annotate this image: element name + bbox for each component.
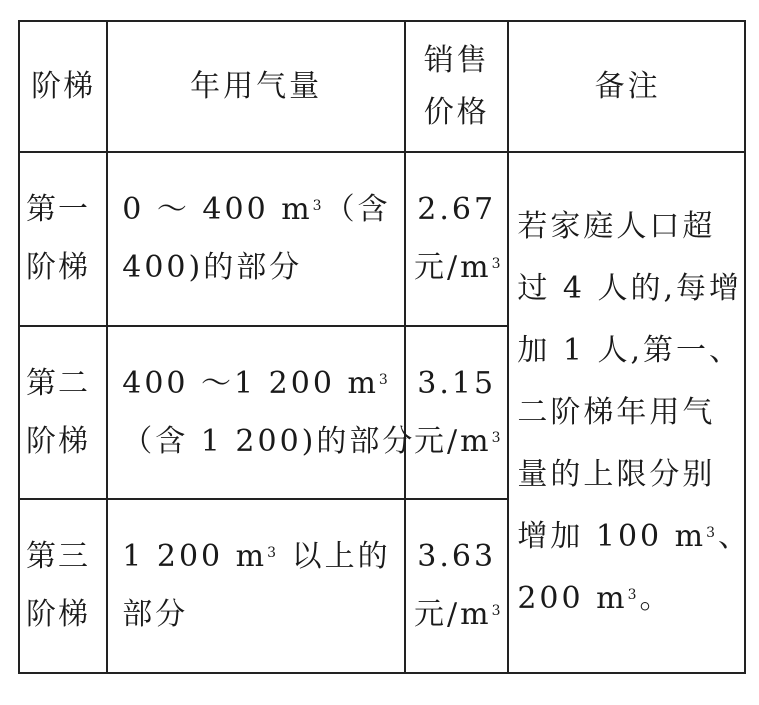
- superscript: 3: [491, 256, 504, 272]
- superscript: 3: [312, 198, 325, 214]
- usage-text: 0 ～ 400 m: [122, 192, 313, 227]
- superscript: 3: [706, 524, 719, 541]
- price-cell: [405, 499, 508, 673]
- note-text: 增加 100 m: [517, 518, 707, 554]
- usage-line2: 部分: [122, 597, 189, 632]
- note-line7: [517, 568, 738, 630]
- price-value: 3.63: [417, 539, 497, 574]
- tier-line2: 阶梯: [26, 250, 90, 285]
- usage-text: 1 200 m: [122, 539, 268, 574]
- header-tier-cell: [19, 21, 107, 152]
- usage-line2: 400)的部分: [122, 250, 303, 285]
- note-text: 、: [718, 518, 752, 554]
- header-price-cell: [405, 21, 508, 152]
- gas-price-table: [18, 20, 752, 674]
- superscript: 3: [627, 586, 640, 603]
- tier-line2: 阶梯: [26, 423, 90, 459]
- note-text: 。: [639, 580, 673, 616]
- price-unit: [414, 239, 504, 297]
- price-unit: [414, 586, 504, 644]
- usage-cell: [107, 326, 416, 499]
- header-note: 备注: [594, 68, 661, 104]
- superscript: 3: [378, 371, 391, 388]
- header-usage: 年用气量: [190, 68, 323, 104]
- price-unit: [414, 413, 504, 471]
- price-unit-text: 元/m: [414, 250, 492, 285]
- tier-line1: 第二: [26, 365, 90, 401]
- usage-text: 以上的: [279, 539, 391, 574]
- header-row: [19, 21, 745, 152]
- usage-line1: [122, 181, 390, 239]
- note-line3: 加 1 人,第一、: [517, 332, 743, 368]
- superscript: 3: [491, 429, 504, 446]
- note-cell: [508, 152, 752, 673]
- note-line4: 二阶梯年用气: [517, 394, 716, 430]
- usage-cell: [107, 499, 405, 673]
- usage-line1: [122, 528, 390, 586]
- usage-line1: [122, 355, 390, 413]
- note-line2: 过 4 人的,每增: [517, 270, 743, 306]
- header-tier: 阶梯: [31, 68, 96, 104]
- tier-line1: 第一: [26, 192, 90, 227]
- tier-cell: [19, 499, 107, 673]
- usage-text: （含: [324, 192, 391, 227]
- note-line1: 若家庭人口超: [517, 208, 716, 244]
- superscript: 3: [267, 545, 280, 561]
- price-unit-text: 元/m: [414, 423, 492, 459]
- price-unit-text: 元/m: [414, 597, 492, 632]
- price-cell: [405, 326, 508, 499]
- tier-line1: 第三: [26, 539, 90, 574]
- note-line5: 量的上限分别: [517, 456, 716, 492]
- usage-text: 400 ～1 200 m: [122, 365, 379, 401]
- tier-cell: [19, 152, 107, 326]
- tier-line2: 阶梯: [26, 597, 90, 632]
- usage-cell: [107, 152, 405, 326]
- price-value: 3.15: [417, 365, 497, 401]
- header-price-line1: 销售: [423, 42, 490, 78]
- price-cell: [405, 152, 508, 326]
- header-price-line2: 价格: [423, 94, 490, 130]
- header-note-cell: [508, 21, 745, 152]
- header-usage-cell: [107, 21, 405, 152]
- tier-cell: [19, 326, 107, 499]
- note-text: 200 m: [517, 580, 628, 616]
- usage-line2: （含 1 200)的部分: [122, 423, 416, 459]
- table-row: [19, 152, 745, 326]
- note-line6: [517, 506, 752, 568]
- price-value: 2.67: [417, 192, 497, 227]
- superscript: 3: [491, 603, 504, 619]
